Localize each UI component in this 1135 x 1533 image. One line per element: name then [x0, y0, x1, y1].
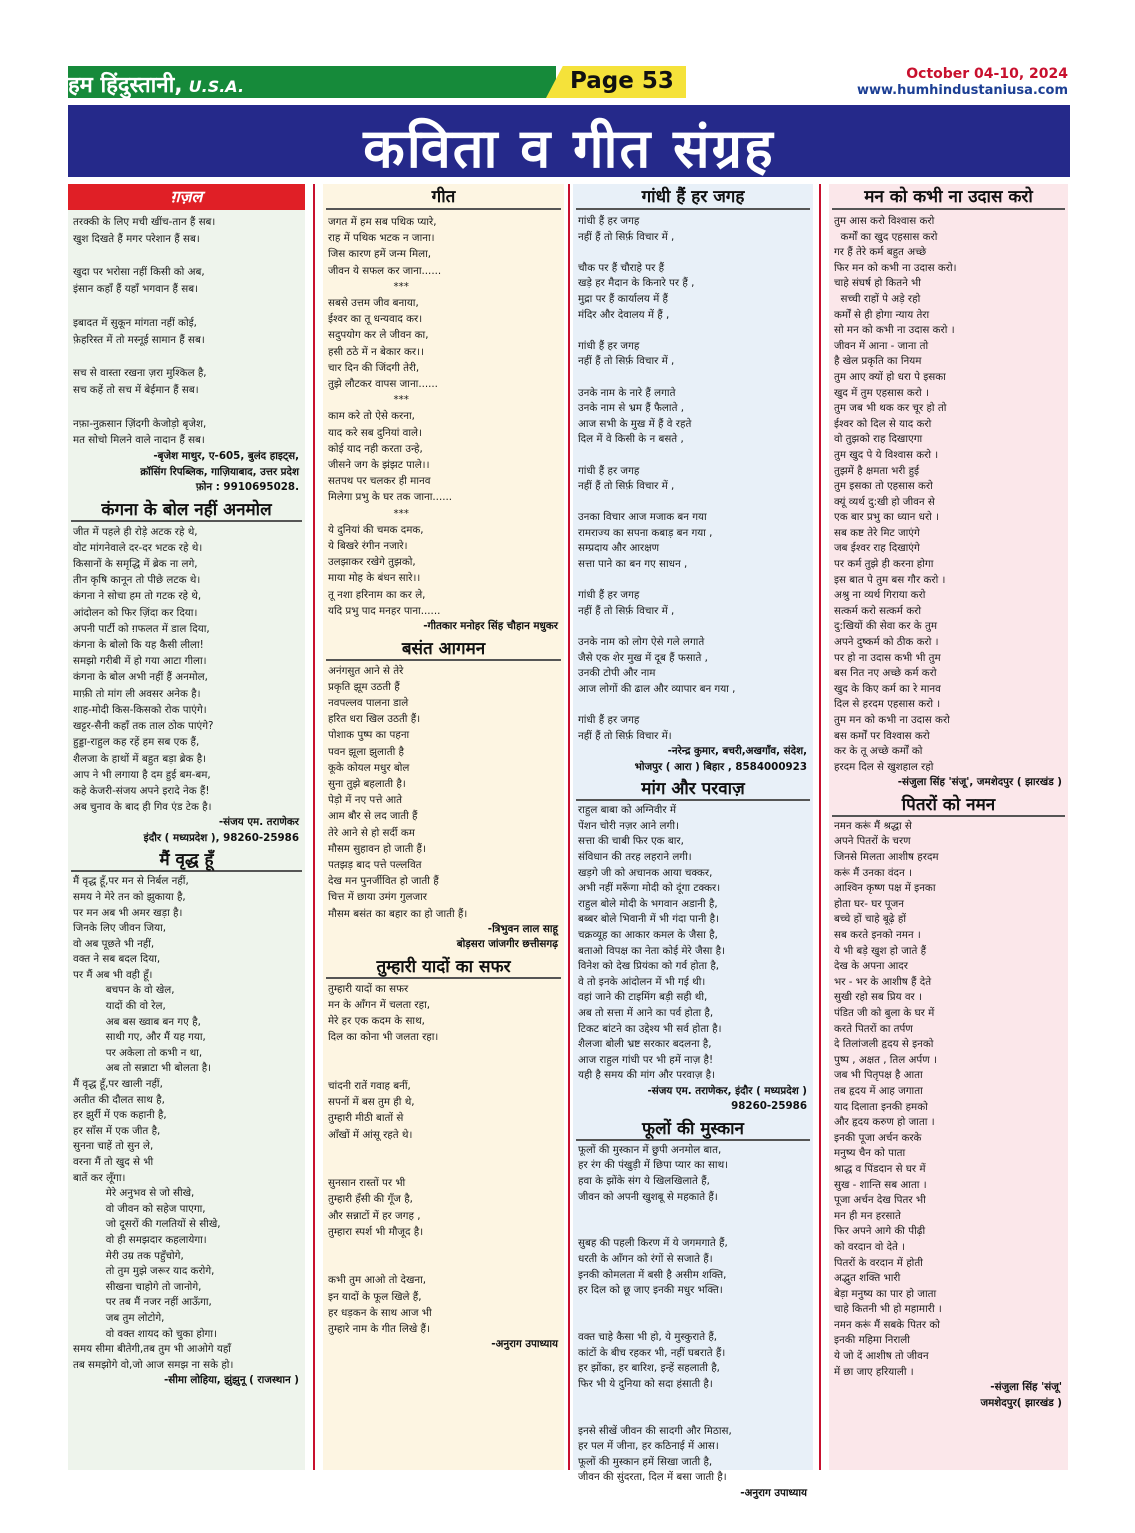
column-divider — [819, 184, 821, 1470]
kangna-credit: -संजय एम. तराणेकर इंदौर ( मध्यप्रदेश ), 98260-25986 — [143, 816, 299, 844]
basant-credit: -त्रिभुवन लाल साहू बोड़सरा जांजगीर छत्तीसगढ़ — [456, 922, 558, 951]
maang-text: राहुल बाबा को अग्निवीर में पेंशन चोरी नज़र आने लगी। सत्ता की चाबी फिर एक बार, संविधान की तरह लहराने लगी। खड़गे जी को अचानक आया चक्कर, अभी नहीं मरूँगा मोदी को दूंगा टक्कर। राहुल बोले मोदी के भगवान अडानी है, बब्बर बोले भिवानी में भी गंदा पानी है। चक्रव्यूह का आकार कमल के जैसा है, बताओ विपक्ष का नेता कोई मेरे जैसा है। विनेश को देख प्रियंका को गर्व होता है, वे तो इनके आंदोलन में भी गई थी। वहां जाने की टाइमिंग बड़ी सही थी, अब तो सत्ता में आने का पर्व होता है, टिकट बांटने का उद्देश्य भी सर्व होता है। शैलजा बोली भ्रष्ट सरकार बदलना है, आज राहुल गांधी पर भी हमें नाज़ है! यही है समय की मांग और परवाज़ है। — [578, 804, 725, 1082]
ghazal-title: ग़ज़ल — [68, 184, 305, 210]
yaadon-credit: -अनुराग उपाध्याय — [491, 1338, 558, 1351]
column-2 — [323, 184, 564, 1470]
masthead — [68, 66, 1070, 100]
phool-title: फूलों की मुस्कान — [576, 1117, 810, 1141]
vriddh-title: मैं वृद्ध हूँ — [71, 848, 302, 872]
maang-credit: -संजय एम. तराणेकर, इंदौर ( मध्यप्रदेश ) 98260-25986 — [647, 1084, 807, 1113]
vriddh-credit: -सीमा लोहिया, झुंझुनू ( राजस्थान ) — [164, 1374, 299, 1387]
maang-title: मांग और परवाज़ — [576, 777, 810, 801]
brand-suffix: U.S.A. — [188, 77, 245, 96]
ghazal-text: तरक्की के लिए मची खींच-तान हैं सब। खुश दिखते हैं मगर परेशान हैं सब। खुदा पर भरोसा नहीं किसी को अब, इंसान कहाँ हैं यहाँ भगवान हैं सब। इबादत में सुकून मांगता नहीं कोई, फ़ेहरिस्त में तो मस्नूई सामान हैं सब। सच से वास्ता रखना ज़रा मुश्किल है, सच कहें तो सच में बेईमान हैं सब। नफ़ा-नुक़सान ज़िंदगी केजोड़ो बृजेश, मत सोचो मिलने वाले नादान हैं सब। — [73, 216, 216, 447]
gandhi-title: गांधी हैं हर जगह — [576, 184, 810, 210]
website-url: www.humhindustaniusa.com — [856, 83, 1068, 98]
yaadon-text: तुम्हारी यादों का सफर मन के आँगन में चलता रहा, मेरे हर एक कदम के साथ, दिल का कोना भी जलता रहा। चांदनी रातें गवाह बनीं, सपनों में बस तुम ही थे, तुम्हारी मीठी बातों से आँखों में आंसू रहते थे। सुनसान रास्तों पर भी तुम्हारी हँसी की गूँज है, और सन्नाटों में हर जगह , तुम्हारा स्पर्श भी मौजूद है। कभी तुम आओ तो देखना, इन यादों के फूल खिले हैं, हर धड़कन के साथ आज भी तुम्हारे नाम के गीत लिखे हैं। — [328, 982, 439, 1336]
column-3 — [573, 184, 813, 1499]
brand-name: हम हिंदुस्तानी, — [68, 73, 183, 98]
section-banner — [68, 105, 1070, 180]
column-1 — [68, 184, 305, 1470]
geet-title: गीत — [326, 184, 561, 210]
column-4 — [829, 184, 1068, 1470]
gandhi-text: गांधी हैं हर जगह नहीं हैं तो सिर्फ़ विचार में , चौक पर हैं चौराहे पर हैं खड़े हर मैदान के किनारे पर हैं , मुद्रा पर हैं कार्यालय में हैं मंदिर और देवालय में हैं , गांधी हैं हर जगह नहीं हैं तो सिर्फ़ विचार में , उनके नाम के नारे हैं लगाते उनके नाम से भ्रम हैं फैलाते , आज सभी के मुख में हैं वे रहते दिल में वे किसी के न बसते , गांधी हैं हर जगह नहीं हैं तो सिर्फ़ विचार में , उनका विचार आज मजाक बन गया रामराज्य का सपना कबाड़ बन गया , सम्प्रदाय और आरक्षण सत्ता पाने का बन गए साधन , गांधी हैं हर जगह नहीं हैं तो सिर्फ़ विचार में , उनके नाम को लोग ऐसे गले लगाते जैसे एक शेर मुख में दूब हैं फसाते , उनकी टोपी और नाम आज लोगों की ढाल और व्यापार बन गया , गांधी हैं हर जगह नहीं हैं तो सिर्फ़ विचार में। — [578, 215, 736, 742]
kangna-text: जीत में पहले ही रोड़े अटक रहे थे, वोट मांगनेवाले दर-दर भटक रहे थे। किसानों के समृद्धि में ब्रेक ना लगे, तीन कृषि कानून तो पीछे लटक थे। कंगना ने सोचा हम तो गटक रहे थे, आंदोलन को फिर ज़िंदा कर दिया। अपनी पार्टी को ग़फलत में डाल दिया, कंगना के बोलो कि यह कैसी लीला! समझो गरीबी में हो गया आटा गीला। कंगना के बोल अभी नहीं हैं अनमोल, माफ़ी तो मांग ली अवसर अनेक है। शाह-मोदी किस-किसको रोक पाएंगे। खट्टर-सैनी कहाँ तक ताल ठोक पाएंगे? हुड्डा-राहुल कह रहें हम सब एक हैं, शैलजा के हाथों में बहुत बड़ा ब्रेक है। आप ने भी लगाया है दम हुई बम-बम, कहे केजरी-संजय अपने इरादे नेक हैं! अब चुनाव के बाद ही गिव एंड टेक है। — [73, 525, 214, 814]
gandhi-credit: -नरेन्द्र कुमार, बचरी,अखगाँव, संदेश, भोजपुर ( आरा ) बिहार , 8584000923 — [634, 745, 807, 773]
section-title: कविता व गीत संग्रह — [363, 117, 775, 180]
geet-credit: -गीतकार मनोहर सिंह चौहान मधुकर — [423, 620, 558, 633]
column-divider — [568, 184, 570, 1470]
basant-title: बसंत आगमन — [326, 637, 561, 661]
kangna-title: कंगना के बोल नहीं अनमोल — [71, 498, 302, 522]
column-divider — [313, 184, 315, 1470]
pitar-credit: -संजुला सिंह 'संजू' जमशेदपुर( झारखंड ) — [980, 1381, 1062, 1409]
newspaper-brand — [68, 69, 244, 99]
mann-text: तुम आस करो विश्वास करो कर्मों का खुद एहसास करो गर हैं तेरे कर्म बहुत अच्छे फिर मन को कभी ना उदास करो। चाहे संघर्ष हो कितने भी सच्ची राहों पे अड़े रहो कर्मों से ही होगा न्याय तेरा सो मन को कभी ना उदास करो । जीवन में आना - जाना तो है खेल प्रकृति का नियम तुम आए क्यों हो धरा पे इसका खुद में तुम एहसास करो । तुम जब भी थक कर चूर हो तो ईश्वर को दिल से याद करो वो तुझको राह दिखाएगा तुम खुद पे ये विश्वास करो । तुझमें है क्षमता भरी हुई तुम इसका तो एहसास करो क्यूं व्यर्थ दु:खी हो जीवन से एक बार प्रभु का ध्यान धरो । सब कष्ट तेरे मिट जाएंगे जब ईश्वर राह दिखाएंगे पर कर्म तुझे ही करना होगा इस बात पे तुम बस गौर करो । अश्रु ना व्यर्थ गिराया करो सत्कर्म करो सत्कर्म करो दु:खियों की सेवा कर के तुम अपने दुष्कर्म को ठीक करो । पर हो ना उदास कभी भी तुम बस नित नए अच्छे कर्म करो खुद के किए कर्म का रे मानव दिल से हरदम एहसास करो । तुम मन को कभी ना उदास करो बस कर्मों पर विश्वास करो कर के तू अच्छे कर्मों को हरदम दिल से खुशहाल रहो — [834, 215, 957, 773]
vriddh-text: मैं वृद्ध हूँ,पर मन से निर्बल नहीं, समय ने मेरे तन को झुकाया है, पर मन अब भी अमर खड़ा है। जिनके लिए जीवन जिया, वो अब पूछते भी नहीं, वक्त ने सब बदल दिया, पर मैं अब भी वही हूँ। बचपन के वो खेल, यादों की वो रेल, अब बस ख्वाब बन गए है, साथी गए, और मैं यह गया, पर अकेला तो कभी न था, अब तो सन्नाटा भी बोलता है। मैं वृद्ध हूँ,पर खाली नहीं, अतीत की दौलत साथ है, हर झुर्री में एक कहानी है, हर साँस में एक जीत है, सुनना चाहें तो सुन ले, वरना मैं तो खुद से भी बातें कर लूँगा। मेरे अनुभव से जो सीखे, वो जीवन को सहेज पाएगा, जो दूसरों की गलतियों से सीखे, वो ही समझदार कहलायेगा। मेरी उम्र तक पहुँचोगे, तो तुम मुझे जरूर याद करोगे, सीखना चाहोगे तो जानोगे, पर तब मैं नजर नहीं आऊँगा, जब तुम लोटोगे, वो वक्त शायद को चुका होगा। समय सीमा बीतेगी,तब तुम भी आओगे यहाँ तब समझोगे वो,जो आज समझ ना सके हो। — [73, 875, 234, 1371]
mann-credit: -संजुला सिंह 'संजू', जमशेदपुर ( झारखंड ) — [897, 776, 1062, 789]
yaadon-title: तुम्हारी यादों का सफर — [326, 955, 561, 979]
phool-credit: -अनुराग उपाध्याय — [740, 1486, 807, 1499]
pitar-title: पितरों को नमन — [832, 793, 1065, 817]
geet-text: जगत में हम सब पथिक प्यारे, राह में पथिक भटक न जाना। जिस कारण हमें जन्म मिला, जीवन ये सफल कर जाना...... *** सबसे उत्तम जीव बनाया, ईश्वर का तू धन्यवाद कर। सदुपयोग कर ले जीवन का, हसी ठठे में न बेकार कर।। चार दिन की जिंदगी तेरी, तुझे लौटकर वापस जाना...... *** काम करे तो ऐसे करना, याद करे सब दुनियां वाले। कोई याद नही करता उन्हे, जीसने जग के झंझट पाले।। सतपथ पर चलकर ही मानव मिलेगा प्रभु के घर तक जाना...... *** ये दुनियां की चमक दमक, ये बिखरे रंगीन नजारे। उलझाकर रखेगे तुझको, माया मोह के बंधन सारे।। तू नशा हरिनाम का कर ले, यदि प्रभु पाद मनहर पाना...... — [328, 216, 453, 617]
pitar-text: नमन करूं मैं श्रद्धा से अपने पितरों के चरण जिनसे मिलता आशीष हरदम करूं मैं उनका वंदन । आश्विन कृष्ण पक्ष में इनका होता घर- घर पूजन बच्चे हों चाहे बूढ़े हों सब करते इनको नमन । ये भी बड़े खुश हो जाते हैं देख के अपना आदर भर - भर के आशीष हैं देते सुखी रहो सब प्रिय वर । पंडित जी को बुला के घर में करते पितरों का तर्पण दे तिलांजली हृदय से इनको पुष्प , अक्षत , तिल अर्पण । जब भी पितृपक्ष है आता तब हृदय में आह जगाता याद दिलाता इनकी हमको और हृदय करुण हो जाता । इनकी पूजा अर्चन करके मनुष्य चैन को पाता श्राद्ध व पिंडदान से घर में सुख - शान्ति सब आता । पूजा अर्चन देख पितर भी मन ही मन हरसाते फिर अपने आगे की पीढ़ी को वरदान वो देते । पितरों के वरदान में होती अद्भुत शक्ति भारी बेड़ा मनुष्य का पार हो जाता चाहे कितनी भी हो महामारी । नमन करूं मैं सबके पितर को इनकी महिमा निराली ये जो दें आशीष तो जीवन में छा जाए हरियाली । — [834, 819, 942, 1378]
issue-date: October 04-10, 2024 — [906, 66, 1068, 82]
basant-text: अनंगसुत आने से तेरे प्रकृति झूम उठती हैं नवपल्लव पालना डाले हरित धरा खिल उठती हैं। पोशाक पुष्प का पहना पवन झूला झुलाती है कूके कोयल मधुर बोल सुना तुझे बहलाती है। पेड़ो में नए पत्ते आते आम बौर से लद जाती हैं तेरे आने से हो सर्दी कम मौसम सुहावन हो जाती हैं। पतझड़ बाद पत्ते पल्लवित देख मन पुनर्जीवित हो जाती हैं चित्त में छाया उमंग गुलजार मौसम बसंत का बहार का हो जाती हैं। — [328, 664, 468, 920]
phool-text: फूलों की मुस्कान में छुपी अनमोल बात, हर रंग की पंखुड़ी में छिपा प्यार का साथ। हवा के झोंके संग ये खिलखिलाते हैं, जीवन को अपनी खुशबू से महकाते हैं। सुबह की पहली किरण में ये जगमगाते हैं, धरती के आँगन को रंगों से सजाते हैं। इनकी कोमलता में बसी है असीम शक्ति, हर दिल को छू जाए इनकी मधुर भक्ति। वक्त चाहे कैसा भी हो, ये मुस्कुराते हैं, कांटों के बीच रहकर भी, नहीं घबराते हैं। हर झोंका, हर बारिश, इन्हें सहलाती है, फिर भी ये दुनिया को सदा हंसाती है। इनसे सीखें जीवन की सादगी और मिठास, हर पल में जीना, हर कठिनाई में आस। फूलों की मुस्कान हमें सिखा जाती है, जीवन की सुंदरता, दिल में बसा जाती है। — [578, 1143, 732, 1484]
page-number: Page 53 — [570, 68, 674, 94]
mann-title: मन को कभी ना उदास करो — [832, 184, 1065, 210]
ghazal-credit: -बृजेश माथुर, ए-605, बुलंद हाइट्स, क्रॉसिंग रिपब्लिक, गाज़ियाबाद, उत्तर प्रदेश फ़ोन : 9910695028. — [140, 450, 299, 494]
